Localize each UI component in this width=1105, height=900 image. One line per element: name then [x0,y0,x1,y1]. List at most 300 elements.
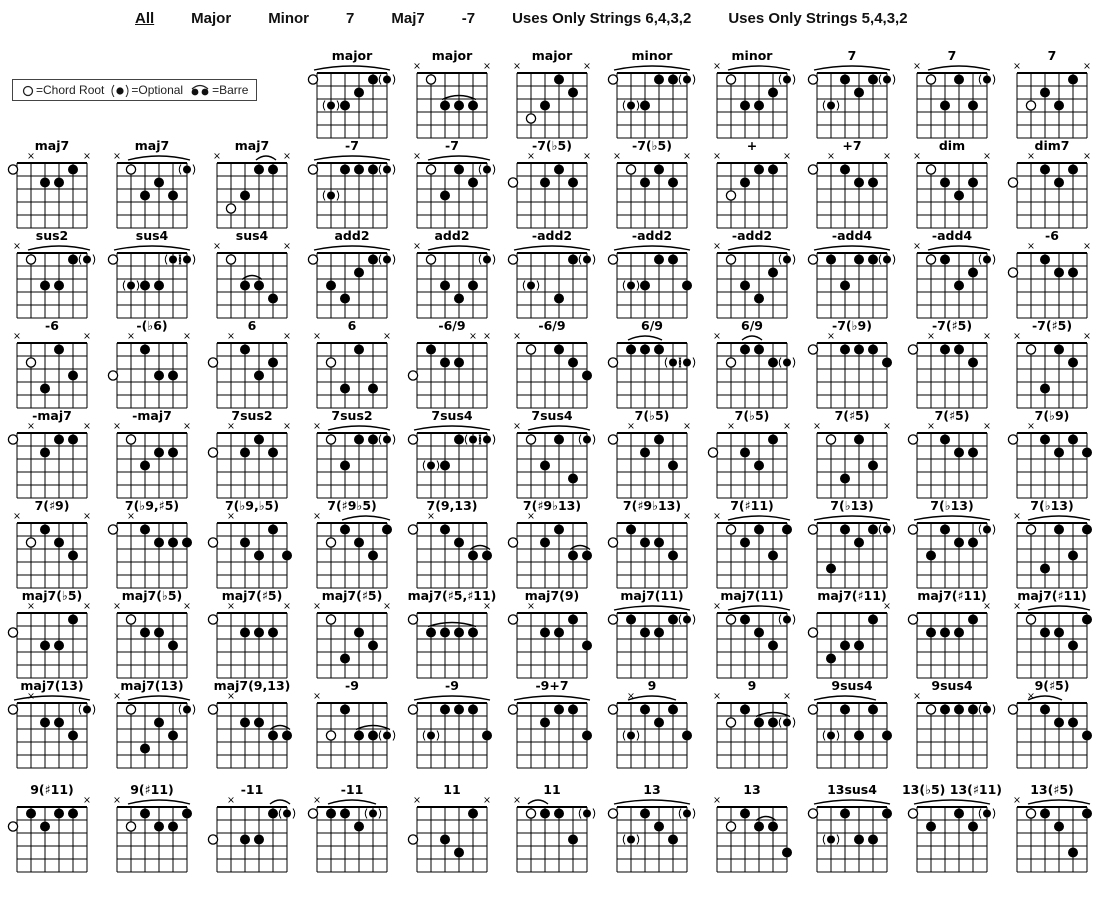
chord-label: 6 [347,318,357,333]
chord-root-marker [8,435,17,444]
chord-diagram [902,317,1002,409]
finger-dot [640,448,650,458]
chord-row [2,407,1105,497]
finger-dot [140,744,150,754]
finger-dot [1054,448,1064,458]
finger-dot [754,822,764,832]
chord-root-marker [608,809,617,818]
finger-dot [640,705,650,715]
muted-string-mark: × [313,421,321,432]
filter-minor[interactable]: Minor [268,10,310,27]
finger-dot [426,345,436,355]
finger-dot [68,809,78,819]
finger-dot [940,345,950,355]
muted-string-mark: × [83,511,91,522]
chord-diagram [502,137,602,229]
finger-dot [768,358,778,368]
finger-dot [568,551,578,561]
muted-string-mark: × [283,151,291,162]
barre-arc [614,66,690,70]
chord-diagram [1002,587,1102,679]
finger-dot [554,525,564,535]
chord-diagram [1002,407,1102,499]
muted-string-mark: × [813,421,821,432]
chord-root-marker [508,705,517,714]
optional-dot [183,166,191,174]
barre-arc [814,696,876,700]
finger-dot [654,718,664,728]
muted-string-mark: × [1083,331,1091,342]
chord-label: 6/9 [741,318,763,333]
barre-arc [28,246,90,250]
finger-dot [454,358,464,368]
barre-icon [189,83,211,97]
chord-label: 9sus4 [931,678,973,693]
chord-diagram [702,497,802,589]
barre-arc [428,156,490,160]
finger-dot [854,178,864,188]
finger-dot [40,641,50,651]
finger-dot [568,358,578,368]
chord-root-marker [908,345,917,354]
finger-dot [840,474,850,484]
optional-dot [883,256,891,264]
finger-dot [1040,435,1050,445]
muted-string-mark: × [927,421,935,432]
finger-dot [554,705,564,715]
finger-dot [768,88,778,98]
chord-diagram [2,317,102,409]
chord-label: 7(♯9) [34,498,70,513]
chord-row [2,677,1105,767]
optional-dot [783,719,791,727]
finger-dot [882,358,892,368]
barre-arc [114,246,190,250]
chord-label: minor [631,48,673,63]
finger-dot [240,448,250,458]
chord-root-marker [308,809,317,818]
muted-string-mark: × [27,421,35,432]
muted-string-mark: × [1013,795,1021,806]
finger-dot [68,435,78,445]
chord-label: maj7(♯5) [221,588,283,603]
finger-dot [754,294,764,304]
barre-arc [614,606,690,610]
finger-dot [440,191,450,201]
finger-dot [240,345,250,355]
finger-dot [482,731,492,741]
finger-dot [740,615,750,625]
muted-string-mark: × [227,421,235,432]
chord-root-marker [608,615,617,624]
chord-root-marker [408,371,417,380]
row-offset-spacer [2,59,302,60]
chord-diagram [502,227,602,319]
chord-label: -9+7 [535,678,569,693]
chord-root-marker [26,538,35,547]
finger-dot [968,822,978,832]
chord-root-marker [926,705,935,714]
muted-string-mark: × [713,151,721,162]
chord-row [2,587,1105,677]
muted-string-mark: × [1027,421,1035,432]
filter-maj7[interactable]: Maj7 [391,10,425,27]
chord-root-marker [726,75,735,84]
finger-dot [554,435,564,445]
muted-string-mark: × [83,421,91,432]
finger-dot [554,628,564,638]
chord-root-marker [408,705,417,714]
chord-diagram [602,47,702,139]
finger-dot [654,345,664,355]
finger-dot [668,178,678,188]
finger-dot [668,255,678,265]
finger-dot [954,628,964,638]
muted-string-mark: × [227,331,235,342]
filter-7[interactable]: 7 [346,10,355,27]
finger-dot [140,525,150,535]
muted-string-mark: × [127,511,135,522]
chord-label: maj7(9,13) [213,678,291,693]
barre-arc [128,800,190,804]
chord-row [2,497,1105,587]
chord-label: 7(♯9♭13) [622,498,682,513]
chord-label: sus2 [35,228,69,243]
finger-dot [168,371,178,381]
chord-diagram [102,407,202,499]
finger-dot [54,538,64,548]
barre-arc [814,246,890,250]
finger-dot [368,165,378,175]
chord-diagram [602,587,702,679]
finger-dot [740,281,750,291]
muted-string-mark: × [1013,61,1021,72]
finger-dot [1054,525,1064,535]
chord-label: sus4 [235,228,269,243]
chord-diagram [802,407,902,499]
chord-root-marker [608,358,617,367]
finger-dot [626,615,636,625]
chord-label: -9 [345,678,359,693]
finger-dot [340,384,350,394]
finger-dot [354,88,364,98]
finger-dot [368,551,378,561]
finger-dot [1068,848,1078,858]
finger-dot [254,435,264,445]
finger-dot [1082,615,1092,625]
finger-dot [140,809,150,819]
finger-dot [340,705,350,715]
chord-root-marker [1026,809,1035,818]
chord-diagram [702,677,802,769]
finger-dot [340,809,350,819]
chord-root-marker [726,358,735,367]
finger-dot [668,461,678,471]
finger-dot [1068,165,1078,175]
chord-diagram [202,587,302,679]
chord-diagram [602,227,702,319]
finger-dot [754,525,764,535]
finger-dot [768,551,778,561]
muted-string-mark: × [413,241,421,252]
finger-dot [68,731,78,741]
finger-dot [468,809,478,819]
optional-dot [783,76,791,84]
legend-optional [110,83,183,97]
finger-dot [168,731,178,741]
chord-root-marker [26,358,35,367]
chord-label: major [431,48,473,63]
chord-diagram [802,47,902,139]
barre-arc [328,426,390,430]
muted-string-mark: × [1027,241,1035,252]
chord-label: -6/9 [538,318,566,333]
optional-dot [327,192,335,200]
finger-dot [882,809,892,819]
finger-dot [654,165,664,175]
filter-bar [0,0,1105,27]
finger-dot [582,551,592,561]
filter-uses-only-strings-6-4-3-2[interactable]: Uses Only Strings 6,4,3,2 [512,10,692,27]
chord-label: 6 [247,318,257,333]
barre-arc [270,800,290,804]
barre-arc [256,156,276,160]
finger-dot [668,615,678,625]
finger-dot [26,809,36,819]
chord-diagram [802,317,902,409]
finger-dot [640,628,650,638]
finger-dot [326,281,336,291]
chord-label: -11 [240,782,264,797]
finger-dot [854,88,864,98]
finger-dot [68,551,78,561]
filter--7[interactable]: -7 [461,10,476,27]
optional-dot [527,282,535,290]
chord-label: 7(9,13) [426,498,478,513]
finger-dot [840,165,850,175]
finger-dot [354,345,364,355]
chord-root-marker [608,435,617,444]
chord-root-marker [1026,615,1035,624]
finger-dot [54,809,64,819]
optional-dot [483,436,491,444]
chord-diagram [302,587,402,679]
finger-dot [154,822,164,832]
chord-label: maj7(♯11) [917,588,987,603]
optional-dot [283,810,291,818]
finger-dot [168,538,178,548]
finger-dot [154,628,164,638]
finger-dot [240,628,250,638]
barre-arc [528,800,548,804]
finger-dot [740,178,750,188]
chord-diagram [2,137,102,229]
muted-string-mark: × [213,151,221,162]
chord-label: 11 [443,782,461,797]
chord-label: -7(♭5) [532,138,572,153]
finger-dot [240,191,250,201]
optional-dot [983,526,991,534]
finger-dot [940,435,950,445]
chord-diagram [302,137,402,229]
optional-dot [827,102,835,110]
finger-dot [168,822,178,832]
optional-dot [383,256,391,264]
chord-diagram [902,587,1002,679]
muted-string-mark: × [1013,511,1021,522]
finger-dot [740,809,750,819]
chord-diagram [802,781,902,873]
chord-diagram [302,227,402,319]
chord-label: 7(♭9) [1034,408,1070,423]
chord-label: maj7(♯5,♯11) [407,588,497,603]
finger-dot [168,191,178,201]
finger-dot [568,474,578,484]
chord-root-marker [8,165,17,174]
legend-root-label: =Chord Root [36,83,105,97]
finger-dot [454,628,464,638]
barre-arc [342,516,390,520]
finger-dot [768,718,778,728]
finger-dot [368,384,378,394]
barre-arc [814,66,890,70]
finger-dot [154,281,164,291]
chord-diagram [302,677,402,769]
chord-label: 7(♭5) [634,408,670,423]
finger-dot [554,165,564,175]
finger-dot [868,255,878,265]
muted-string-mark: × [527,601,535,612]
optional-dot [383,76,391,84]
chord-diagram [1002,781,1102,873]
filter-major[interactable]: Major [191,10,232,27]
finger-dot [1054,822,1064,832]
finger-dot [54,178,64,188]
finger-dot [626,525,636,535]
finger-dot [854,731,864,741]
finger-dot [968,101,978,111]
chord-label: 7sus4 [531,408,573,423]
chord-root-marker [8,822,17,831]
finger-dot [1068,268,1078,278]
finger-dot [954,345,964,355]
chord-diagram [2,497,102,589]
optional-dot [427,462,435,470]
barre-arc [628,696,676,700]
finger-dot [154,718,164,728]
chord-root-marker [726,822,735,831]
finger-dot [368,75,378,85]
muted-string-mark: × [783,421,791,432]
muted-string-mark: × [983,331,991,342]
finger-dot [368,435,378,445]
finger-dot [954,705,964,715]
chord-grid [0,47,1105,871]
finger-dot [454,165,464,175]
chord-label: minor [731,48,773,63]
chord-diagram [302,497,402,589]
finger-dot [654,255,664,265]
chord-diagram [802,587,902,679]
finger-dot [840,705,850,715]
chord-root-marker [526,345,535,354]
finger-dot [554,809,564,819]
barre-arc [514,696,590,700]
finger-dot [340,165,350,175]
chord-root-marker [108,525,117,534]
chord-label: maj7(9) [524,588,580,603]
finger-dot [154,538,164,548]
finger-dot [868,178,878,188]
muted-string-mark: × [883,151,891,162]
finger-dot [354,538,364,548]
finger-dot [340,294,350,304]
chord-root-marker [208,448,217,457]
chord-root-marker [726,718,735,727]
chord-root-marker [226,255,235,264]
filter-all[interactable]: All [135,10,155,27]
finger-dot [782,525,792,535]
chord-diagram [502,781,602,873]
finger-dot [354,165,364,175]
finger-dot [368,255,378,265]
finger-dot [54,281,64,291]
filter-uses-only-strings-5-4-3-2[interactable]: Uses Only Strings 5,4,3,2 [728,10,908,27]
finger-dot [854,345,864,355]
finger-dot [882,731,892,741]
optional-dot [583,436,591,444]
optional-dot [383,732,391,740]
muted-string-mark: × [913,241,921,252]
chord-root-marker [808,705,817,714]
chord-root-marker [508,178,517,187]
muted-string-mark: × [227,601,235,612]
chord-row [2,317,1105,407]
chord-diagram [902,227,1002,319]
finger-dot [740,705,750,715]
chord-root-marker [908,615,917,624]
finger-dot [654,822,664,832]
optional-dot [883,526,891,534]
muted-string-mark: × [283,421,291,432]
finger-dot [40,178,50,188]
finger-dot [140,461,150,471]
chord-label: maj7(♭5) [121,588,183,603]
finger-dot [1082,809,1092,819]
muted-string-mark: × [413,151,421,162]
chord-label: 9 [647,678,657,693]
muted-string-mark: × [13,241,21,252]
chord-label: maj7(13) [20,678,84,693]
optional-dot [383,436,391,444]
finger-dot [840,525,850,535]
chord-root-marker [808,525,817,534]
finger-dot [640,101,650,111]
finger-dot [540,628,550,638]
finger-dot [440,705,450,715]
chord-root-marker [508,538,517,547]
chord-label: 7sus2 [331,408,373,423]
chord-diagram [402,47,502,139]
finger-dot [1068,551,1078,561]
chord-diagram [302,47,402,139]
finger-dot [540,101,550,111]
chord-label: -add4 [931,228,973,243]
finger-dot [268,731,278,741]
chord-label: -9 [445,678,459,693]
finger-dot [154,371,164,381]
chord-diagram [2,227,102,319]
